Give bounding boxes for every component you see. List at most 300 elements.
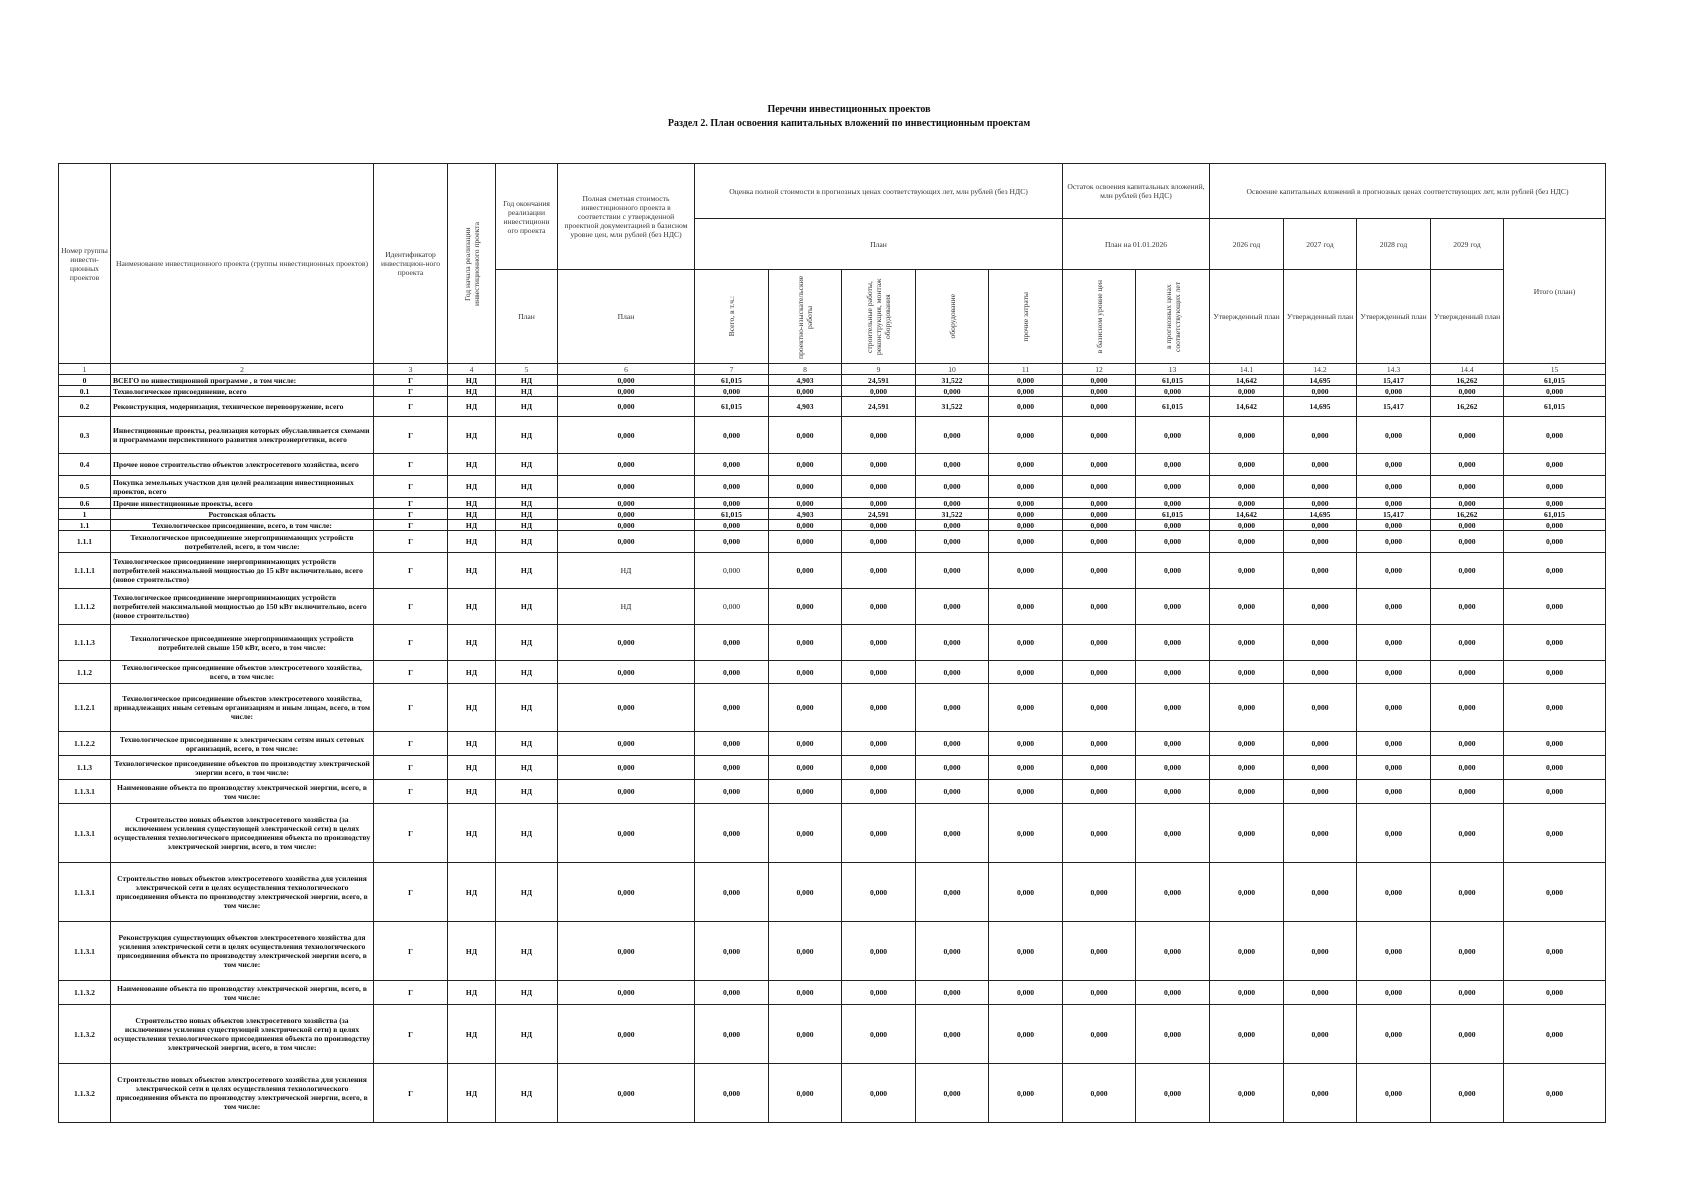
- row-identifier: Г: [374, 520, 448, 531]
- hdr-end-year: Год окончания реализации инвестиционн ого проекта: [496, 164, 558, 270]
- row-value: 0,000: [916, 756, 989, 780]
- row-number: 0: [59, 375, 111, 386]
- row-value: 0,000: [695, 804, 769, 863]
- row-value: 0,000: [842, 625, 916, 661]
- row-value: 0,000: [989, 531, 1063, 553]
- row-value: 0,000: [989, 553, 1063, 589]
- row-start-year: НД: [448, 520, 496, 531]
- row-end-year: НД: [496, 661, 558, 684]
- row-value: 0,000: [1284, 732, 1357, 756]
- row-value: 0,000: [695, 922, 769, 981]
- row-value: 0,000: [695, 981, 769, 1005]
- table-row: [59, 732, 1606, 756]
- row-value: 0,000: [1357, 498, 1431, 509]
- row-end-year: НД: [496, 1064, 558, 1123]
- table-row: [59, 684, 1606, 732]
- row-value: 0,000: [1504, 498, 1606, 509]
- row-end-year: НД: [496, 732, 558, 756]
- row-value: 0,000: [916, 417, 989, 454]
- row-number: 1: [59, 509, 111, 520]
- hdr-identifier: Идентификатор инвестицион-ного проекта: [374, 164, 448, 364]
- row-value: 0,000: [916, 1064, 989, 1123]
- row-start-year: НД: [448, 531, 496, 553]
- row-name: Технологическое присоединение энергопринимающих устройств потребителей свыше 150 кВт, всего, в том числе:: [111, 625, 374, 661]
- row-value: 0,000: [1431, 863, 1504, 922]
- row-value: 0,000: [1136, 922, 1210, 981]
- table-row: [59, 1064, 1606, 1123]
- row-value: 0,000: [1357, 553, 1431, 589]
- row-value: 0,000: [695, 454, 769, 476]
- row-value: 0,000: [989, 1005, 1063, 1064]
- row-estimated-cost: 0,000: [558, 417, 695, 454]
- row-value: 0,000: [1210, 684, 1284, 732]
- table-row: [59, 661, 1606, 684]
- row-value: 0,000: [1136, 520, 1210, 531]
- row-value: 0,000: [1210, 661, 1284, 684]
- row-value: 0,000: [1136, 756, 1210, 780]
- hdr-construction-works-text: строительные работы, реконструкция, монтаж оборудования: [865, 278, 892, 355]
- hdr-year-2026: 2026 год: [1210, 219, 1284, 270]
- row-value: 0,000: [769, 684, 842, 732]
- column-index-cell: 14.2: [1284, 364, 1357, 375]
- row-identifier: Г: [374, 553, 448, 589]
- hdr-total-incl: [695, 270, 769, 364]
- row-value: 0,000: [989, 520, 1063, 531]
- hdr-group-number: Номер группы инвести-ционных проектов: [59, 164, 111, 364]
- row-value: 0,000: [695, 780, 769, 804]
- row-start-year: НД: [448, 498, 496, 509]
- row-value: 61,015: [1136, 509, 1210, 520]
- row-number: 0.3: [59, 417, 111, 454]
- row-value: 0,000: [769, 531, 842, 553]
- row-value: 0,000: [989, 454, 1063, 476]
- row-value: 0,000: [1284, 386, 1357, 397]
- row-value: 0,000: [1431, 780, 1504, 804]
- row-value: 0,000: [1431, 756, 1504, 780]
- row-value: 0,000: [769, 553, 842, 589]
- row-value: 0,000: [1284, 661, 1357, 684]
- row-estimated-cost: 0,000: [558, 520, 695, 531]
- row-estimated-cost: 0,000: [558, 804, 695, 863]
- row-end-year: НД: [496, 1005, 558, 1064]
- row-number: 0.1: [59, 386, 111, 397]
- row-value: 0,000: [1357, 981, 1431, 1005]
- row-value: 0,000: [989, 981, 1063, 1005]
- row-value: 0,000: [1063, 520, 1136, 531]
- row-value: 0,000: [1431, 386, 1504, 397]
- row-start-year: НД: [448, 1005, 496, 1064]
- row-value: 0,000: [1357, 922, 1431, 981]
- row-value: 0,000: [916, 476, 989, 498]
- row-value: 0,000: [989, 476, 1063, 498]
- row-value: 0,000: [1063, 375, 1136, 386]
- row-value: 0,000: [1210, 454, 1284, 476]
- row-end-year: НД: [496, 531, 558, 553]
- row-value: 61,015: [695, 509, 769, 520]
- row-name: Технологическое присоединение, всего: [111, 386, 374, 397]
- row-end-year: НД: [496, 417, 558, 454]
- row-value: 0,000: [989, 625, 1063, 661]
- row-value: 0,000: [989, 756, 1063, 780]
- row-value: 0,000: [1357, 520, 1431, 531]
- row-value: 0,000: [842, 981, 916, 1005]
- row-value: 14,642: [1210, 375, 1284, 386]
- row-estimated-cost: 0,000: [558, 386, 695, 397]
- row-estimated-cost: 0,000: [558, 661, 695, 684]
- row-estimated-cost: 0,000: [558, 375, 695, 386]
- row-value: 0,000: [989, 661, 1063, 684]
- row-start-year: НД: [448, 476, 496, 498]
- column-index-cell: 9: [842, 364, 916, 375]
- row-value: 0,000: [1136, 804, 1210, 863]
- row-value: 0,000: [695, 863, 769, 922]
- row-value: 0,000: [1431, 417, 1504, 454]
- column-index-cell: 13: [1136, 364, 1210, 375]
- row-name: Реконструкция, модернизация, техническое перевооружение, всего: [111, 397, 374, 417]
- row-value: 31,522: [916, 509, 989, 520]
- hdr-start-year-text: Год начала реализации инвестиционного проекта: [462, 221, 481, 306]
- hdr-construction-works: [842, 270, 916, 364]
- row-value: 0,000: [1136, 531, 1210, 553]
- row-value: 0,000: [1136, 498, 1210, 509]
- hdr-basis-prices: [1063, 270, 1136, 364]
- row-estimated-cost: НД: [558, 553, 695, 589]
- row-value: 0,000: [989, 498, 1063, 509]
- row-start-year: НД: [448, 732, 496, 756]
- row-end-year: НД: [496, 375, 558, 386]
- row-value: 0,000: [1136, 684, 1210, 732]
- row-value: 0,000: [1136, 863, 1210, 922]
- row-value: 0,000: [1136, 476, 1210, 498]
- table-row: [59, 1005, 1606, 1064]
- table-row: [59, 375, 1606, 386]
- row-value: 0,000: [1136, 454, 1210, 476]
- row-identifier: Г: [374, 454, 448, 476]
- row-identifier: Г: [374, 375, 448, 386]
- row-value: 0,000: [1504, 804, 1606, 863]
- row-value: 0,000: [842, 498, 916, 509]
- row-start-year: НД: [448, 1064, 496, 1123]
- row-end-year: НД: [496, 386, 558, 397]
- row-identifier: Г: [374, 1005, 448, 1064]
- row-value: 0,000: [695, 1005, 769, 1064]
- hdr-total-plan: Итого (план): [1504, 219, 1606, 364]
- row-value: 0,000: [1063, 397, 1136, 417]
- row-value: 0,000: [1504, 981, 1606, 1005]
- row-number: 1.1.3.1: [59, 863, 111, 922]
- row-name: Технологическое присоединение энергопринимающих устройств потребителей, всего, в том числе:: [111, 531, 374, 553]
- row-value: 0,000: [1210, 756, 1284, 780]
- row-value: 0,000: [1504, 1005, 1606, 1064]
- row-value: 0,000: [1063, 476, 1136, 498]
- table-row: [59, 476, 1606, 498]
- hdr-approved-plan-2029: Утвержденный план: [1431, 270, 1504, 364]
- row-start-year: НД: [448, 454, 496, 476]
- row-value: 0,000: [1284, 922, 1357, 981]
- row-value: 0,000: [916, 661, 989, 684]
- row-value: 61,015: [1504, 509, 1606, 520]
- row-estimated-cost: 0,000: [558, 509, 695, 520]
- row-value: 0,000: [1210, 589, 1284, 625]
- row-value: 0,000: [1210, 417, 1284, 454]
- hdr-approved-plan-2026: Утвержденный план: [1210, 270, 1284, 364]
- row-value: 15,417: [1357, 397, 1431, 417]
- hdr-total-incl-text: Всего, в т.ч.:: [727, 296, 736, 337]
- hdr-estimated-cost: Полная сметная стоимость инвестиционного проекта в соответствии с утвержденной проектной документацией в базисном уровне цен, млн рублей (без НДС): [558, 164, 695, 270]
- row-value: 0,000: [989, 417, 1063, 454]
- row-start-year: НД: [448, 804, 496, 863]
- hdr-plan: План: [695, 219, 1063, 270]
- row-number: 0.4: [59, 454, 111, 476]
- row-value: 0,000: [916, 684, 989, 732]
- row-value: 0,000: [989, 375, 1063, 386]
- row-number: 1.1.2: [59, 661, 111, 684]
- table-row: [59, 922, 1606, 981]
- row-start-year: НД: [448, 509, 496, 520]
- row-identifier: Г: [374, 1064, 448, 1123]
- row-value: 0,000: [1210, 476, 1284, 498]
- hdr-project-name: Наименование инвестиционного проекта (группы инвестиционных проектов): [111, 164, 374, 364]
- row-estimated-cost: 0,000: [558, 780, 695, 804]
- row-value: 0,000: [1284, 498, 1357, 509]
- row-value: 16,262: [1431, 509, 1504, 520]
- hdr-cost-plan: План: [558, 270, 695, 364]
- row-value: 31,522: [916, 375, 989, 386]
- row-identifier: Г: [374, 476, 448, 498]
- row-value: 0,000: [916, 981, 989, 1005]
- row-value: 0,000: [1284, 454, 1357, 476]
- row-number: 1.1.3.1: [59, 922, 111, 981]
- row-value: 61,015: [695, 375, 769, 386]
- row-value: 0,000: [1357, 417, 1431, 454]
- hdr-remainder: Остаток освоения капитальных вложений, млн рублей (без НДС): [1063, 164, 1210, 219]
- row-estimated-cost: 0,000: [558, 454, 695, 476]
- table-row: [59, 509, 1606, 520]
- row-identifier: Г: [374, 397, 448, 417]
- row-value: 0,000: [1504, 1064, 1606, 1123]
- row-value: 0,000: [1284, 553, 1357, 589]
- row-value: 61,015: [1136, 375, 1210, 386]
- row-value: 0,000: [1504, 684, 1606, 732]
- table-row: [59, 863, 1606, 922]
- hdr-development: Освоение капитальных вложений в прогнозных ценах соответствующих лет, млн рублей (без НДС): [1210, 164, 1606, 219]
- column-index-cell: 2: [111, 364, 374, 375]
- row-value: 0,000: [1136, 1005, 1210, 1064]
- hdr-approved-plan-2028: Утвержденный план: [1357, 270, 1431, 364]
- row-value: 4,903: [769, 509, 842, 520]
- row-value: 0,000: [695, 684, 769, 732]
- hdr-year-2027: 2027 год: [1284, 219, 1357, 270]
- row-value: 0,000: [842, 661, 916, 684]
- row-value: 0,000: [695, 553, 769, 589]
- row-number: 1.1.1.1: [59, 553, 111, 589]
- row-name: Технологическое присоединение, всего, в том числе:: [111, 520, 374, 531]
- row-value: 0,000: [916, 863, 989, 922]
- row-value: 0,000: [1431, 520, 1504, 531]
- row-identifier: Г: [374, 589, 448, 625]
- row-name: Технологическое присоединение объектов электросетевого хозяйства, принадлежащих иным сетевым организациям и иным лицам, всего, в том числе:: [111, 684, 374, 732]
- row-value: 0,000: [1357, 1005, 1431, 1064]
- row-value: 0,000: [842, 417, 916, 454]
- row-value: 0,000: [1284, 981, 1357, 1005]
- row-value: 0,000: [916, 804, 989, 863]
- row-value: 0,000: [1504, 476, 1606, 498]
- hdr-design-works-text: проектно-изыскательские работы: [796, 274, 814, 359]
- row-start-year: НД: [448, 386, 496, 397]
- table-row: [59, 498, 1606, 509]
- column-index-cell: 15: [1504, 364, 1606, 375]
- row-estimated-cost: 0,000: [558, 732, 695, 756]
- row-value: 0,000: [769, 922, 842, 981]
- row-value: 0,000: [1284, 863, 1357, 922]
- row-value: 0,000: [842, 1005, 916, 1064]
- row-identifier: Г: [374, 732, 448, 756]
- row-value: 0,000: [1063, 498, 1136, 509]
- row-value: 0,000: [1210, 981, 1284, 1005]
- row-value: 15,417: [1357, 509, 1431, 520]
- row-name: Строительство новых объектов электросетевого хозяйства для усиления электрической сети в целях осуществления технологического присоединения объекта по производству электрической энергии, всего, в том числе:: [111, 1064, 374, 1123]
- row-value: 0,000: [916, 922, 989, 981]
- row-value: 0,000: [989, 1064, 1063, 1123]
- row-value: 0,000: [989, 780, 1063, 804]
- row-number: 1.1: [59, 520, 111, 531]
- row-value: 0,000: [1504, 386, 1606, 397]
- row-value: 0,000: [1063, 780, 1136, 804]
- row-value: 0,000: [1504, 661, 1606, 684]
- row-value: 0,000: [1063, 732, 1136, 756]
- row-value: 0,000: [1504, 780, 1606, 804]
- row-value: 0,000: [916, 531, 989, 553]
- row-start-year: НД: [448, 553, 496, 589]
- row-value: 0,000: [1210, 498, 1284, 509]
- row-value: 0,000: [769, 386, 842, 397]
- row-identifier: Г: [374, 981, 448, 1005]
- column-index-cell: 14.1: [1210, 364, 1284, 375]
- row-estimated-cost: 0,000: [558, 476, 695, 498]
- row-estimated-cost: 0,000: [558, 531, 695, 553]
- row-value: 0,000: [769, 476, 842, 498]
- row-value: 0,000: [1504, 863, 1606, 922]
- row-value: 0,000: [989, 509, 1063, 520]
- row-value: 0,000: [989, 863, 1063, 922]
- row-end-year: НД: [496, 684, 558, 732]
- hdr-end-year-plan: План: [496, 270, 558, 364]
- row-value: 0,000: [1284, 684, 1357, 732]
- row-value: 0,000: [1357, 732, 1431, 756]
- row-value: 14,695: [1284, 509, 1357, 520]
- row-value: 0,000: [1357, 589, 1431, 625]
- row-value: 0,000: [1063, 553, 1136, 589]
- row-value: 0,000: [842, 386, 916, 397]
- row-value: 4,903: [769, 397, 842, 417]
- row-value: 0,000: [1284, 625, 1357, 661]
- row-value: 0,000: [842, 732, 916, 756]
- row-value: 0,000: [1284, 520, 1357, 531]
- row-value: 0,000: [1063, 625, 1136, 661]
- row-estimated-cost: НД: [558, 589, 695, 625]
- row-identifier: Г: [374, 661, 448, 684]
- row-value: 0,000: [842, 756, 916, 780]
- row-value: 0,000: [842, 684, 916, 732]
- row-end-year: НД: [496, 756, 558, 780]
- row-end-year: НД: [496, 804, 558, 863]
- row-estimated-cost: 0,000: [558, 981, 695, 1005]
- row-name: Технологическое присоединение объектов электросетевого хозяйства, всего, в том числе:: [111, 661, 374, 684]
- row-end-year: НД: [496, 863, 558, 922]
- row-name: Реконструкция существующих объектов электросетевого хозяйства для усиления электрической сети в целях осуществления технологического присоединения объекта по производству электрической энергии всего, в том числе:: [111, 922, 374, 981]
- row-value: 0,000: [1357, 756, 1431, 780]
- row-end-year: НД: [496, 476, 558, 498]
- row-value: 0,000: [842, 520, 916, 531]
- row-name: ВСЕГО по инвестиционной программе , в том числе:: [111, 375, 374, 386]
- hdr-other-costs-text: прочие затраты: [1021, 291, 1030, 342]
- row-value: 0,000: [1431, 625, 1504, 661]
- row-identifier: Г: [374, 498, 448, 509]
- column-index-cell: 7: [695, 364, 769, 375]
- row-start-year: НД: [448, 922, 496, 981]
- row-value: 0,000: [1431, 1064, 1504, 1123]
- table-row: [59, 417, 1606, 454]
- row-estimated-cost: 0,000: [558, 756, 695, 780]
- row-value: 0,000: [1431, 732, 1504, 756]
- row-identifier: Г: [374, 922, 448, 981]
- row-value: 0,000: [1284, 417, 1357, 454]
- row-start-year: НД: [448, 417, 496, 454]
- row-name: Технологическое присоединение энергопринимающих устройств потребителей максимальной мощностью до 150 кВт включительно, всего (новое строительство): [111, 589, 374, 625]
- row-value: 0,000: [1063, 509, 1136, 520]
- column-index-row: [59, 364, 1606, 375]
- row-name: Технологическое присоединение объектов по производству электрической энергии всего, в том числе:: [111, 756, 374, 780]
- row-value: 0,000: [1431, 922, 1504, 981]
- row-number: 1.1.3: [59, 756, 111, 780]
- row-value: 0,000: [1431, 589, 1504, 625]
- row-value: 0,000: [1063, 454, 1136, 476]
- row-value: 0,000: [769, 417, 842, 454]
- row-value: 0,000: [695, 756, 769, 780]
- row-value: 0,000: [1063, 1064, 1136, 1123]
- row-value: 0,000: [1431, 1005, 1504, 1064]
- hdr-year-2028: 2028 год: [1357, 219, 1431, 270]
- row-value: 0,000: [1357, 1064, 1431, 1123]
- row-value: 14,695: [1284, 397, 1357, 417]
- row-value: 24,591: [842, 509, 916, 520]
- row-value: 0,000: [1357, 863, 1431, 922]
- row-value: 0,000: [769, 863, 842, 922]
- row-estimated-cost: 0,000: [558, 863, 695, 922]
- row-value: 0,000: [842, 589, 916, 625]
- row-value: 0,000: [769, 589, 842, 625]
- row-value: 61,015: [1136, 397, 1210, 417]
- row-value: 0,000: [1210, 1064, 1284, 1123]
- document-title: Перечни инвестиционных проектов: [767, 104, 931, 115]
- row-value: 0,000: [1210, 625, 1284, 661]
- row-end-year: НД: [496, 780, 558, 804]
- hdr-forecast-prices-text: в прогнозных ценах соответствующих лет: [1163, 281, 1182, 352]
- row-identifier: Г: [374, 417, 448, 454]
- column-index-cell: 12: [1063, 364, 1136, 375]
- row-number: 0.2: [59, 397, 111, 417]
- row-identifier: Г: [374, 531, 448, 553]
- row-value: 0,000: [989, 732, 1063, 756]
- row-value: 0,000: [769, 1005, 842, 1064]
- row-identifier: Г: [374, 780, 448, 804]
- row-value: 0,000: [1504, 454, 1606, 476]
- row-value: 0,000: [1504, 589, 1606, 625]
- row-value: 0,000: [769, 804, 842, 863]
- table-row: [59, 625, 1606, 661]
- row-value: 0,000: [1357, 531, 1431, 553]
- row-value: 16,262: [1431, 397, 1504, 417]
